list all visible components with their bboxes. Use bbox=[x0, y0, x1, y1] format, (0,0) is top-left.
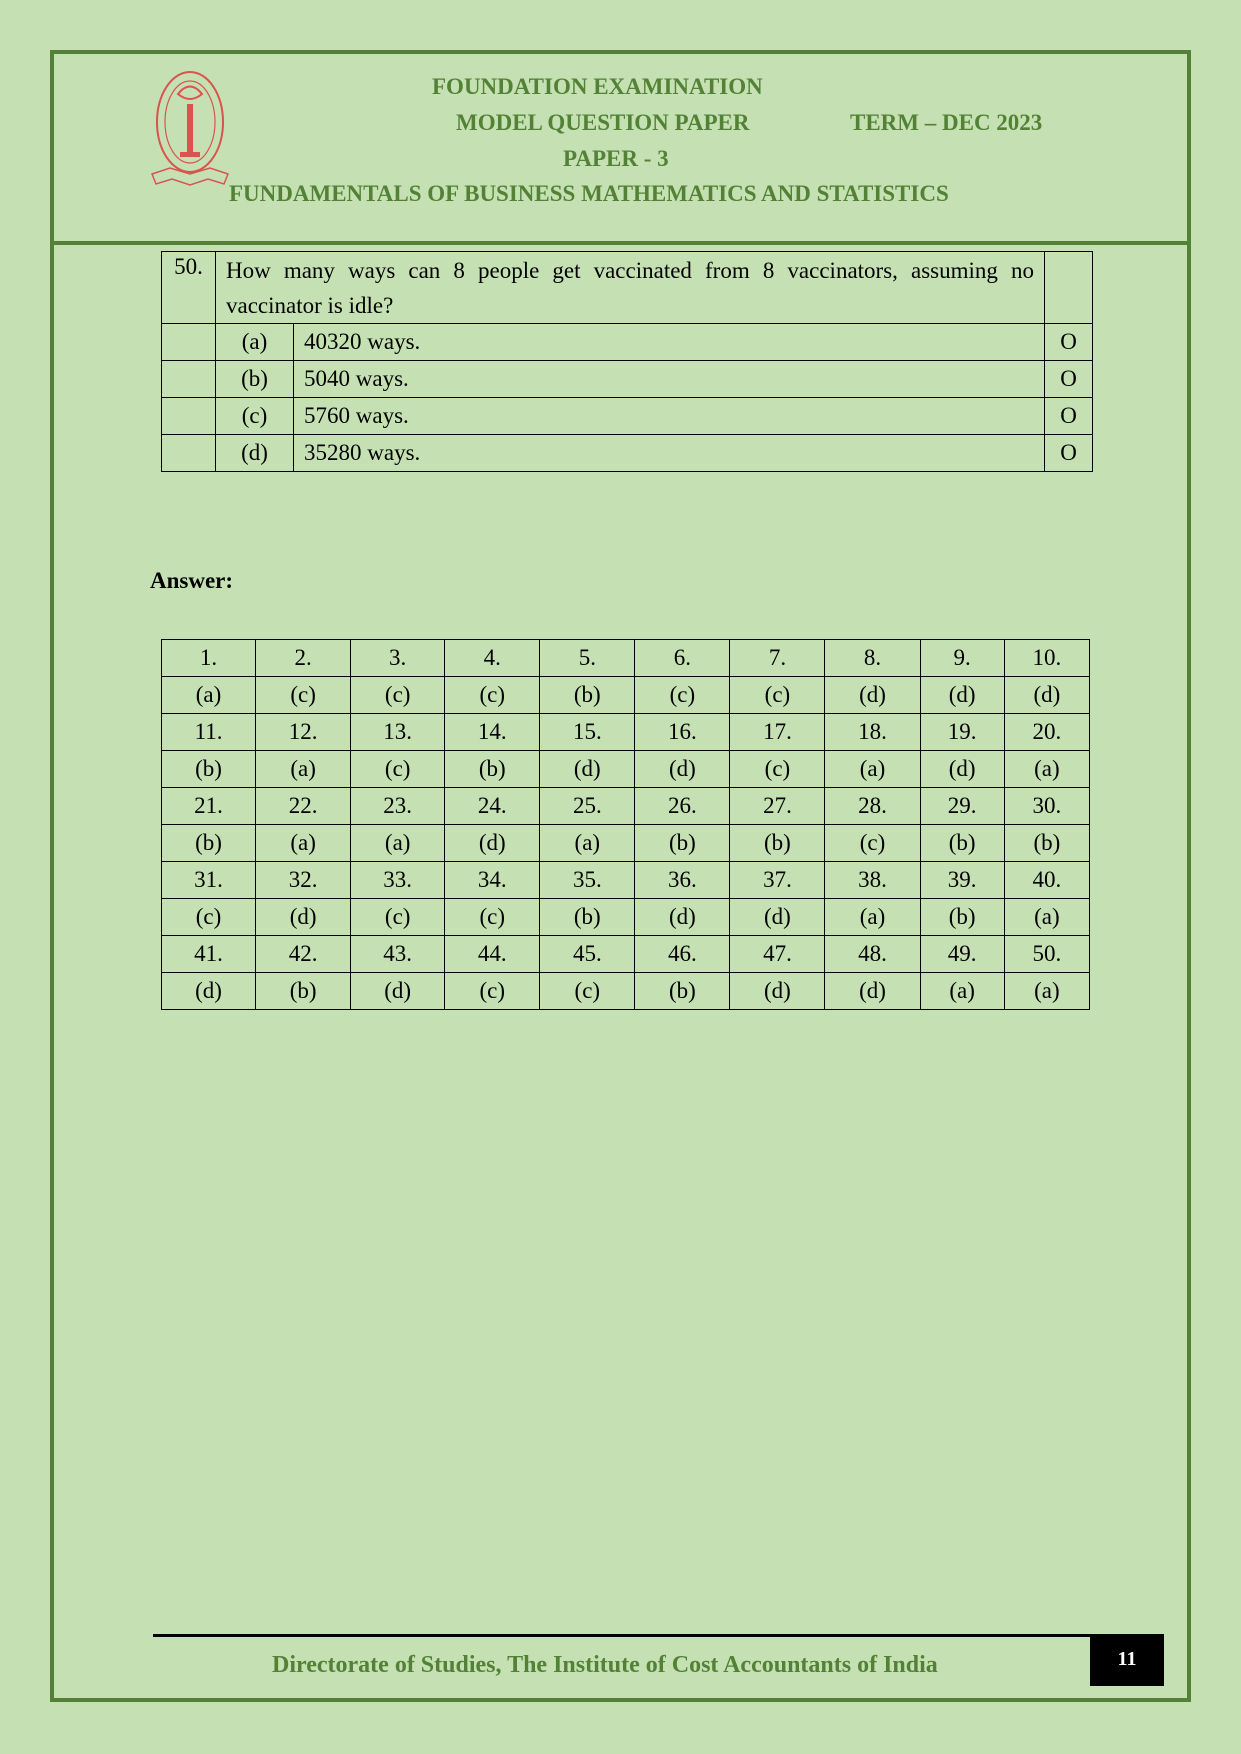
answer-key-cell: (a) bbox=[162, 677, 256, 714]
answer-number-cell: 17. bbox=[730, 714, 825, 751]
option-label: (a) bbox=[216, 324, 294, 361]
answer-number-cell: 16. bbox=[635, 714, 730, 751]
option-row bbox=[162, 324, 1093, 361]
answer-key-cell: (d) bbox=[825, 677, 920, 714]
answer-number-cell: 5. bbox=[540, 640, 635, 677]
answer-key-cell: (a) bbox=[1004, 751, 1089, 788]
header-separator bbox=[50, 241, 1191, 245]
answer-number-cell: 19. bbox=[920, 714, 1004, 751]
paper-type: MODEL QUESTION PAPER bbox=[456, 110, 750, 135]
answer-key-cell: (b) bbox=[256, 973, 351, 1010]
answer-number-cell: 46. bbox=[635, 936, 730, 973]
answer-number-cell: 9. bbox=[920, 640, 1004, 677]
answer-number-cell: 18. bbox=[825, 714, 920, 751]
option-label: (b) bbox=[216, 361, 294, 398]
option-label: (c) bbox=[216, 398, 294, 435]
empty-cell bbox=[1045, 252, 1093, 324]
answer-number-cell: 40. bbox=[1004, 862, 1089, 899]
answer-key-cell: (d) bbox=[635, 899, 730, 936]
answer-number-cell: 4. bbox=[445, 640, 540, 677]
question-number: 50. bbox=[162, 252, 216, 324]
answer-number-row bbox=[162, 862, 1090, 899]
answer-key-cell: (d) bbox=[445, 825, 540, 862]
answer-key-cell: (c) bbox=[445, 899, 540, 936]
answer-key-cell: (d) bbox=[920, 677, 1004, 714]
answer-key-cell: (c) bbox=[445, 973, 540, 1010]
answer-key-cell: (b) bbox=[920, 899, 1004, 936]
answer-key-cell: (b) bbox=[1004, 825, 1089, 862]
answer-number-cell: 15. bbox=[540, 714, 635, 751]
answer-number-cell: 23. bbox=[351, 788, 445, 825]
answer-key-cell: (c) bbox=[256, 677, 351, 714]
answer-key-cell: (c) bbox=[540, 973, 635, 1010]
answer-number-cell: 25. bbox=[540, 788, 635, 825]
answer-key-cell: (a) bbox=[1004, 899, 1089, 936]
answer-key-cell: (d) bbox=[920, 751, 1004, 788]
answer-key-cell: (a) bbox=[1004, 973, 1089, 1010]
answer-number-cell: 2. bbox=[256, 640, 351, 677]
answer-key-cell: (c) bbox=[825, 825, 920, 862]
option-row bbox=[162, 435, 1093, 472]
answer-number-cell: 45. bbox=[540, 936, 635, 973]
answer-key-cell: (d) bbox=[540, 751, 635, 788]
answer-number-cell: 42. bbox=[256, 936, 351, 973]
answer-number-cell: 6. bbox=[635, 640, 730, 677]
answer-number-cell: 14. bbox=[445, 714, 540, 751]
answer-key-cell: (b) bbox=[540, 677, 635, 714]
answer-key-cell: (d) bbox=[256, 899, 351, 936]
answer-key-cell: (a) bbox=[920, 973, 1004, 1010]
answer-key-cell: (c) bbox=[351, 899, 445, 936]
answer-number-cell: 47. bbox=[730, 936, 825, 973]
answer-key-cell: (b) bbox=[635, 973, 730, 1010]
option-text: 5760 ways. bbox=[294, 398, 1045, 435]
answer-number-cell: 30. bbox=[1004, 788, 1089, 825]
answer-key-cell: (d) bbox=[825, 973, 920, 1010]
answer-number-cell: 33. bbox=[351, 862, 445, 899]
answer-number-cell: 35. bbox=[540, 862, 635, 899]
page-number: 11 bbox=[1090, 1634, 1164, 1686]
answer-key-cell: (b) bbox=[635, 825, 730, 862]
answer-number-cell: 29. bbox=[920, 788, 1004, 825]
answer-key-cell: (d) bbox=[162, 973, 256, 1010]
answer-key-cell: (b) bbox=[920, 825, 1004, 862]
option-row bbox=[162, 398, 1093, 435]
answer-key-cell: (c) bbox=[635, 677, 730, 714]
exam-title: FOUNDATION EXAMINATION bbox=[432, 74, 763, 99]
answer-number-cell: 26. bbox=[635, 788, 730, 825]
answer-number-cell: 36. bbox=[635, 862, 730, 899]
answer-number-cell: 50. bbox=[1004, 936, 1089, 973]
answer-number-cell: 41. bbox=[162, 936, 256, 973]
option-label: (d) bbox=[216, 435, 294, 472]
answer-key-cell: (c) bbox=[351, 677, 445, 714]
answer-heading: Answer: bbox=[150, 568, 234, 593]
answer-number-cell: 31. bbox=[162, 862, 256, 899]
answer-key-cell: (c) bbox=[730, 677, 825, 714]
question-row bbox=[162, 252, 1093, 324]
answer-key-cell: (a) bbox=[256, 751, 351, 788]
answer-number-cell: 38. bbox=[825, 862, 920, 899]
answer-key-cell: (d) bbox=[635, 751, 730, 788]
answer-key-cell: (c) bbox=[351, 751, 445, 788]
option-bubble[interactable]: O bbox=[1045, 435, 1093, 472]
answer-number-row bbox=[162, 936, 1090, 973]
answer-number-cell: 22. bbox=[256, 788, 351, 825]
question-text: How many ways can 8 people get vaccinated from 8 vaccinators, assuming no vaccinator is idle? bbox=[216, 252, 1045, 324]
answer-number-cell: 48. bbox=[825, 936, 920, 973]
answer-number-cell: 1. bbox=[162, 640, 256, 677]
answer-key-cell: (c) bbox=[162, 899, 256, 936]
answer-key-cell: (b) bbox=[162, 825, 256, 862]
answer-key-cell: (b) bbox=[730, 825, 825, 862]
term-label: TERM – DEC 2023 bbox=[850, 110, 1043, 135]
answer-key-cell: (a) bbox=[351, 825, 445, 862]
option-bubble[interactable]: O bbox=[1045, 361, 1093, 398]
answer-number-cell: 20. bbox=[1004, 714, 1089, 751]
answer-number-cell: 27. bbox=[730, 788, 825, 825]
footer-rule bbox=[153, 1634, 1090, 1637]
answer-key-cell: (d) bbox=[730, 899, 825, 936]
answer-number-row bbox=[162, 640, 1090, 677]
answer-key-row bbox=[162, 751, 1090, 788]
answer-key-cell: (c) bbox=[730, 751, 825, 788]
answer-number-cell: 24. bbox=[445, 788, 540, 825]
answer-key-row bbox=[162, 973, 1090, 1010]
answer-key-cell: (c) bbox=[445, 677, 540, 714]
answer-key-row bbox=[162, 899, 1090, 936]
option-bubble[interactable]: O bbox=[1045, 398, 1093, 435]
answer-key-cell: (b) bbox=[445, 751, 540, 788]
answer-number-cell: 12. bbox=[256, 714, 351, 751]
answer-number-cell: 21. bbox=[162, 788, 256, 825]
answer-key-cell: (b) bbox=[540, 899, 635, 936]
answer-number-row bbox=[162, 714, 1090, 751]
answer-key-cell: (b) bbox=[162, 751, 256, 788]
answer-key-row bbox=[162, 677, 1090, 714]
answer-key-cell: (d) bbox=[730, 973, 825, 1010]
answer-number-cell: 28. bbox=[825, 788, 920, 825]
option-text: 35280 ways. bbox=[294, 435, 1045, 472]
answer-key-cell: (a) bbox=[825, 751, 920, 788]
answer-number-cell: 13. bbox=[351, 714, 445, 751]
answer-table bbox=[161, 639, 1090, 1010]
answer-number-cell: 34. bbox=[445, 862, 540, 899]
paper-number: PAPER - 3 bbox=[563, 146, 669, 171]
answer-number-cell: 32. bbox=[256, 862, 351, 899]
institute-seal-icon bbox=[148, 64, 232, 194]
answer-number-cell: 3. bbox=[351, 640, 445, 677]
answer-number-cell: 39. bbox=[920, 862, 1004, 899]
subject-title: FUNDAMENTALS OF BUSINESS MATHEMATICS AND STATISTICS bbox=[229, 181, 949, 206]
answer-number-cell: 11. bbox=[162, 714, 256, 751]
answer-number-cell: 7. bbox=[730, 640, 825, 677]
answer-key-cell: (a) bbox=[256, 825, 351, 862]
answer-key-cell: (d) bbox=[1004, 677, 1089, 714]
answer-number-cell: 49. bbox=[920, 936, 1004, 973]
answer-number-cell: 43. bbox=[351, 936, 445, 973]
answer-key-row bbox=[162, 825, 1090, 862]
answer-key-cell: (d) bbox=[351, 973, 445, 1010]
answer-key-cell: (a) bbox=[540, 825, 635, 862]
footer-text: Directorate of Studies, The Institute of Cost Accountants of India bbox=[272, 1652, 938, 1678]
answer-number-cell: 44. bbox=[445, 936, 540, 973]
option-row bbox=[162, 361, 1093, 398]
answer-number-row bbox=[162, 788, 1090, 825]
answer-number-cell: 8. bbox=[825, 640, 920, 677]
answer-number-cell: 37. bbox=[730, 862, 825, 899]
option-bubble[interactable]: O bbox=[1045, 324, 1093, 361]
option-text: 40320 ways. bbox=[294, 324, 1045, 361]
answer-key-cell: (a) bbox=[825, 899, 920, 936]
answer-number-cell: 10. bbox=[1004, 640, 1089, 677]
option-text: 5040 ways. bbox=[294, 361, 1045, 398]
question-table bbox=[161, 251, 1093, 472]
